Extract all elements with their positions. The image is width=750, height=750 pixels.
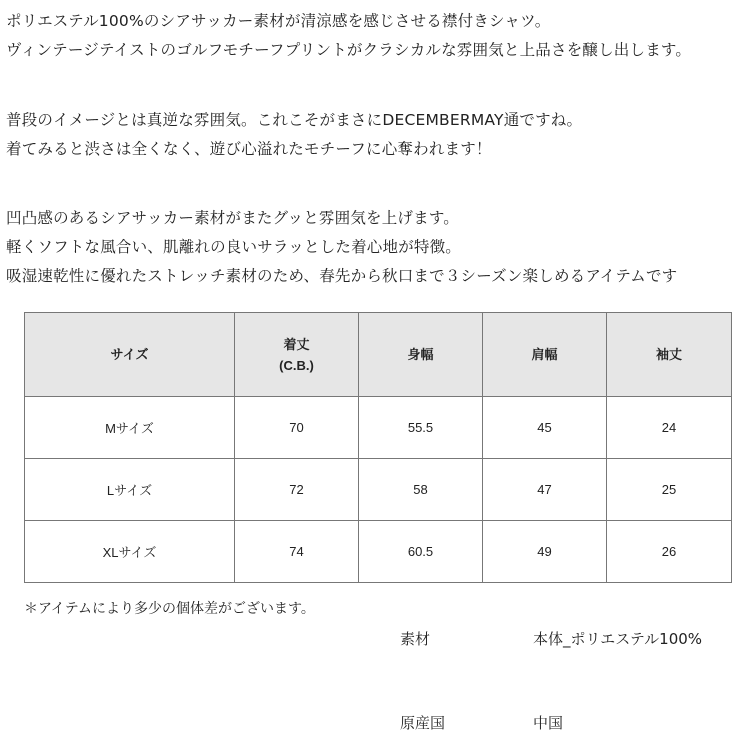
header-length-sub: (C.B.) — [279, 357, 314, 373]
header-length — [235, 313, 359, 397]
length-cell: 70 — [235, 397, 359, 459]
sleeve-length-cell: 24 — [607, 397, 732, 459]
description-paragraph-3 — [6, 204, 677, 291]
description-paragraph-1 — [6, 7, 691, 65]
size-cell: XLサイズ — [25, 521, 235, 583]
header-size: サイズ — [25, 313, 235, 397]
individual-difference-note: ＊アイテムにより多少の個体差がございます。 — [24, 601, 315, 617]
shoulder-width-cell: 45 — [483, 397, 607, 459]
length-cell: 72 — [235, 459, 359, 521]
header-sleeve-length: 袖丈 — [607, 313, 732, 397]
sleeve-length-cell: 26 — [607, 521, 732, 583]
shoulder-width-cell: 49 — [483, 521, 607, 583]
length-cell: 74 — [235, 521, 359, 583]
body-width-cell: 58 — [359, 459, 483, 521]
table-row — [25, 459, 732, 521]
description-line: ポリエステル100%のシアサッカー素材が清涼感を感じさせる襟付きシャツ。 — [6, 12, 551, 30]
size-table-header-row — [25, 313, 732, 397]
header-length-label: 着丈 — [283, 336, 310, 352]
material-label: 素材 — [400, 630, 431, 648]
shoulder-width-cell: 47 — [483, 459, 607, 521]
description-line: 軽くソフトな風合い、肌離れの良いサラッとした着心地が特徴。 — [6, 238, 461, 256]
description-line: 普段のイメージとは真逆な雰囲気。これこそがまさにDECEMBERMAY通ですね。 — [6, 111, 583, 129]
description-line: 凹凸感のあるシアサッカー素材がまたグッと雰囲気を上げます。 — [6, 209, 459, 227]
body-width-cell: 60.5 — [359, 521, 483, 583]
table-row — [25, 521, 732, 583]
description-line: ヴィンテージテイストのゴルフモチーフプリントがクラシカルな雰囲気と上品さを醸し出します。 — [6, 41, 692, 59]
size-cell: Mサイズ — [25, 397, 235, 459]
size-table — [24, 312, 732, 583]
description-line: 吸湿速乾性に優れたストレッチ素材のため、春先から秋口まで３シーズン楽しめるアイテムです — [6, 267, 678, 285]
sleeve-length-cell: 25 — [607, 459, 732, 521]
material-value: 本体_ポリエステル100% — [533, 630, 703, 648]
table-row — [25, 397, 732, 459]
size-cell: Lサイズ — [25, 459, 235, 521]
header-shoulder-width: 肩幅 — [483, 313, 607, 397]
body-width-cell: 55.5 — [359, 397, 483, 459]
description-line: 着てみると渋さは全くなく、遊び心溢れたモチーフに心奪われます！ — [6, 140, 492, 158]
origin-value: 中国 — [533, 714, 564, 732]
header-body-width: 身幅 — [359, 313, 483, 397]
description-paragraph-2 — [6, 106, 582, 164]
origin-label: 原産国 — [400, 714, 446, 732]
